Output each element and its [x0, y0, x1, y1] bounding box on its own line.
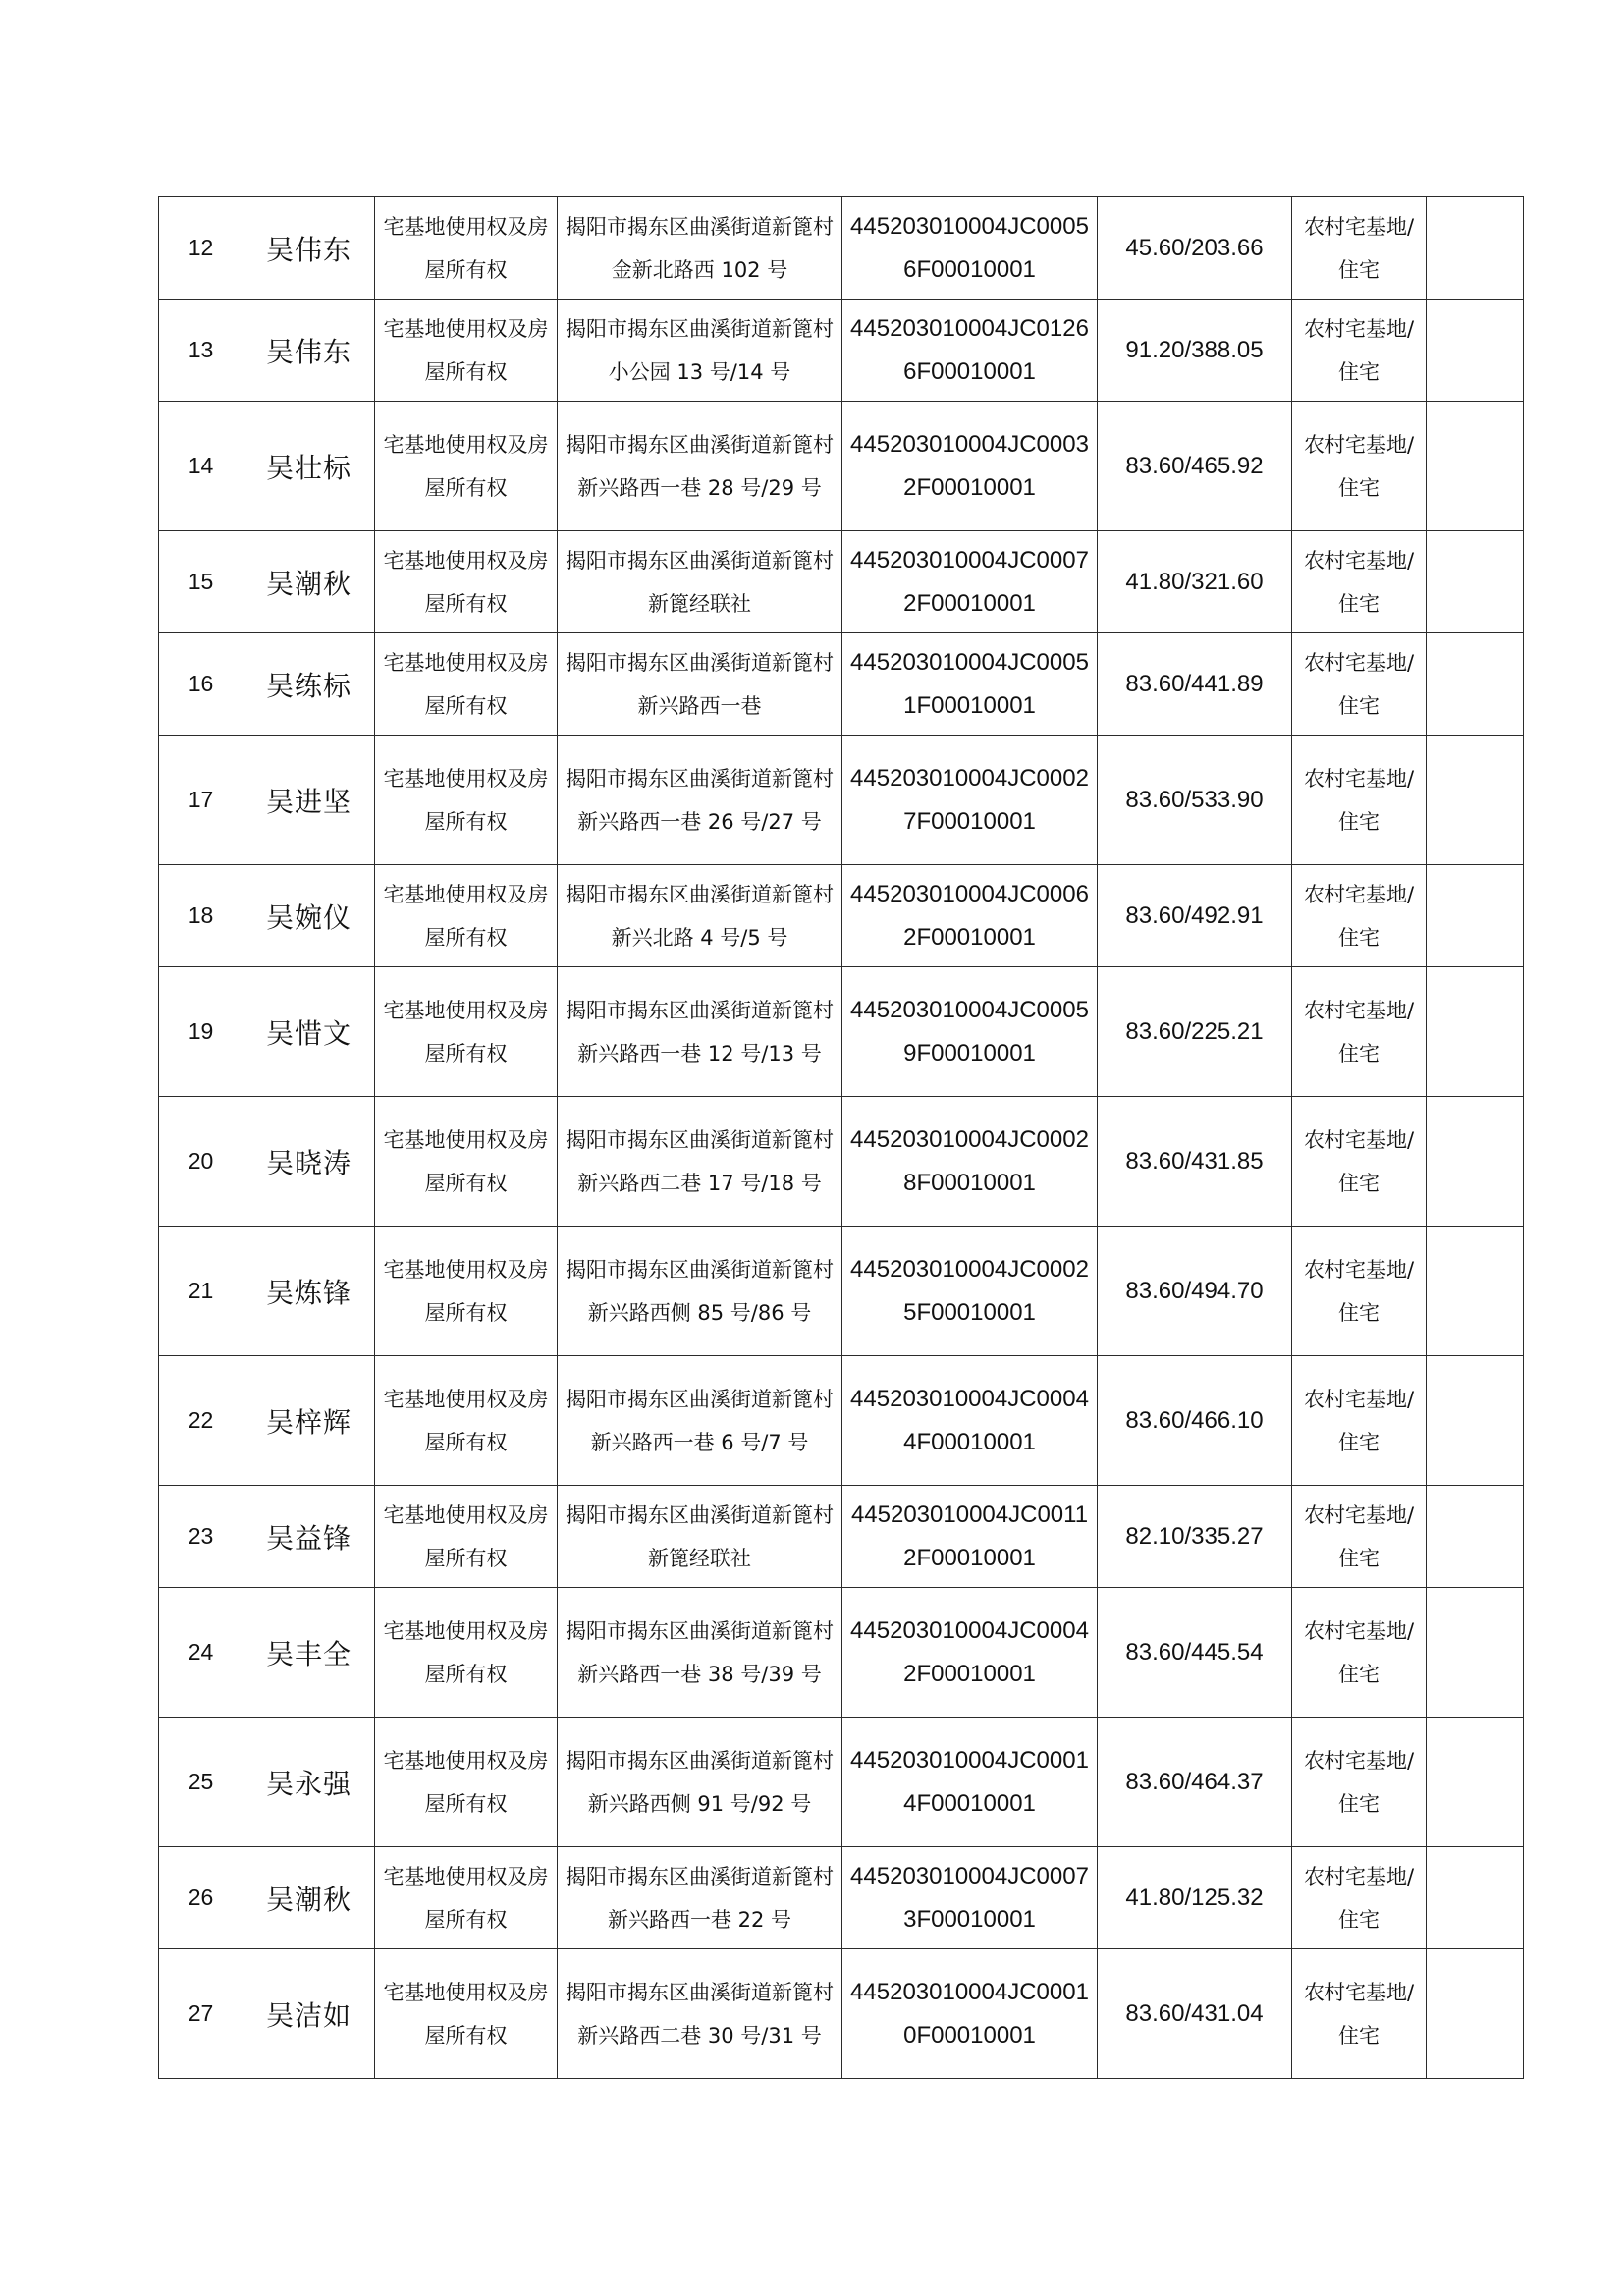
- remarks: [1427, 1227, 1524, 1356]
- owner-name: 吴永强: [243, 1718, 375, 1847]
- owner-name: 吴进坚: [243, 736, 375, 865]
- property-address: 揭阳市揭东区曲溪街道新篦村新兴路西一巷 26 号/27 号: [558, 736, 842, 865]
- remarks: [1427, 531, 1524, 633]
- unit-code: 445203010004JC00028F00010001: [842, 1097, 1098, 1227]
- row-number: 21: [159, 1227, 243, 1356]
- owner-name: 吴梓辉: [243, 1356, 375, 1486]
- area-values: 83.60/431.04: [1098, 1949, 1292, 2079]
- table-row: [159, 1847, 1524, 1949]
- table-body: [159, 197, 1524, 2079]
- unit-code: 445203010004JC00014F00010001: [842, 1718, 1098, 1847]
- property-address: 揭阳市揭东区曲溪街道新篦村新兴路西侧 85 号/86 号: [558, 1227, 842, 1356]
- row-number: 27: [159, 1949, 243, 2079]
- property-address: 揭阳市揭东区曲溪街道新篦村新兴路西二巷 17 号/18 号: [558, 1097, 842, 1227]
- land-use: 农村宅基地/住宅: [1292, 1356, 1427, 1486]
- owner-name: 吴潮秋: [243, 531, 375, 633]
- unit-code: 445203010004JC00073F00010001: [842, 1847, 1098, 1949]
- table-row: [159, 865, 1524, 967]
- row-number: 13: [159, 300, 243, 402]
- unit-code: 445203010004JC00056F00010001: [842, 197, 1098, 300]
- land-use: 农村宅基地/住宅: [1292, 1486, 1427, 1588]
- property-address: 揭阳市揭东区曲溪街道新篦村新兴路西二巷 30 号/31 号: [558, 1949, 842, 2079]
- right-type: 宅基地使用权及房屋所有权: [375, 1227, 558, 1356]
- property-address: 揭阳市揭东区曲溪街道新篦村新篦经联社: [558, 1486, 842, 1588]
- area-values: 83.60/464.37: [1098, 1718, 1292, 1847]
- right-type: 宅基地使用权及房屋所有权: [375, 1097, 558, 1227]
- area-values: 45.60/203.66: [1098, 197, 1292, 300]
- land-use: 农村宅基地/住宅: [1292, 300, 1427, 402]
- owner-name: 吴益锋: [243, 1486, 375, 1588]
- owner-name: 吴潮秋: [243, 1847, 375, 1949]
- table-row: [159, 633, 1524, 736]
- remarks: [1427, 1356, 1524, 1486]
- table-row: [159, 197, 1524, 300]
- unit-code: 445203010004JC00025F00010001: [842, 1227, 1098, 1356]
- remarks: [1427, 1847, 1524, 1949]
- unit-code: 445203010004JC00032F00010001: [842, 402, 1098, 531]
- property-address: 揭阳市揭东区曲溪街道新篦村新兴路西一巷 38 号/39 号: [558, 1588, 842, 1718]
- table-row: [159, 402, 1524, 531]
- right-type: 宅基地使用权及房屋所有权: [375, 1718, 558, 1847]
- land-use: 农村宅基地/住宅: [1292, 736, 1427, 865]
- row-number: 24: [159, 1588, 243, 1718]
- owner-name: 吴伟东: [243, 300, 375, 402]
- unit-code: 445203010004JC00027F00010001: [842, 736, 1098, 865]
- right-type: 宅基地使用权及房屋所有权: [375, 402, 558, 531]
- row-number: 12: [159, 197, 243, 300]
- table-row: [159, 1949, 1524, 2079]
- remarks: [1427, 402, 1524, 531]
- table-row: [159, 1588, 1524, 1718]
- table-row: [159, 1486, 1524, 1588]
- unit-code: 445203010004JC00112F00010001: [842, 1486, 1098, 1588]
- area-values: 82.10/335.27: [1098, 1486, 1292, 1588]
- owner-name: 吴壮标: [243, 402, 375, 531]
- row-number: 15: [159, 531, 243, 633]
- table-row: [159, 1356, 1524, 1486]
- right-type: 宅基地使用权及房屋所有权: [375, 633, 558, 736]
- remarks: [1427, 300, 1524, 402]
- land-use: 农村宅基地/住宅: [1292, 197, 1427, 300]
- table-row: [159, 1097, 1524, 1227]
- right-type: 宅基地使用权及房屋所有权: [375, 300, 558, 402]
- land-use: 农村宅基地/住宅: [1292, 1718, 1427, 1847]
- table-row: [159, 531, 1524, 633]
- table-row: [159, 736, 1524, 865]
- remarks: [1427, 865, 1524, 967]
- property-address: 揭阳市揭东区曲溪街道新篦村新兴北路 4 号/5 号: [558, 865, 842, 967]
- land-use: 农村宅基地/住宅: [1292, 531, 1427, 633]
- table-row: [159, 967, 1524, 1097]
- area-values: 91.20/388.05: [1098, 300, 1292, 402]
- property-address: 揭阳市揭东区曲溪街道新篦村新兴路西一巷: [558, 633, 842, 736]
- right-type: 宅基地使用权及房屋所有权: [375, 531, 558, 633]
- remarks: [1427, 633, 1524, 736]
- remarks: [1427, 1097, 1524, 1227]
- property-address: 揭阳市揭东区曲溪街道新篦村新兴路西一巷 12 号/13 号: [558, 967, 842, 1097]
- area-values: 83.60/445.54: [1098, 1588, 1292, 1718]
- remarks: [1427, 967, 1524, 1097]
- area-values: 83.60/533.90: [1098, 736, 1292, 865]
- unit-code: 445203010004JC00072F00010001: [842, 531, 1098, 633]
- unit-code: 445203010004JC00051F00010001: [842, 633, 1098, 736]
- owner-name: 吴晓涛: [243, 1097, 375, 1227]
- owner-name: 吴丰全: [243, 1588, 375, 1718]
- area-values: 83.60/492.91: [1098, 865, 1292, 967]
- unit-code: 445203010004JC00010F00010001: [842, 1949, 1098, 2079]
- owner-name: 吴洁如: [243, 1949, 375, 2079]
- remarks: [1427, 1718, 1524, 1847]
- right-type: 宅基地使用权及房屋所有权: [375, 865, 558, 967]
- land-use: 农村宅基地/住宅: [1292, 1097, 1427, 1227]
- row-number: 16: [159, 633, 243, 736]
- row-number: 25: [159, 1718, 243, 1847]
- property-address: 揭阳市揭东区曲溪街道新篦村新兴路西一巷 22 号: [558, 1847, 842, 1949]
- remarks: [1427, 736, 1524, 865]
- right-type: 宅基地使用权及房屋所有权: [375, 1949, 558, 2079]
- unit-code: 445203010004JC00059F00010001: [842, 967, 1098, 1097]
- area-values: 83.60/225.21: [1098, 967, 1292, 1097]
- table-row: [159, 1718, 1524, 1847]
- area-values: 83.60/466.10: [1098, 1356, 1292, 1486]
- land-use: 农村宅基地/住宅: [1292, 633, 1427, 736]
- property-address: 揭阳市揭东区曲溪街道新篦村新兴路西一巷 28 号/29 号: [558, 402, 842, 531]
- row-number: 19: [159, 967, 243, 1097]
- land-use: 农村宅基地/住宅: [1292, 1847, 1427, 1949]
- area-values: 83.60/431.85: [1098, 1097, 1292, 1227]
- row-number: 18: [159, 865, 243, 967]
- table-row: [159, 1227, 1524, 1356]
- remarks: [1427, 1949, 1524, 2079]
- land-use: 农村宅基地/住宅: [1292, 865, 1427, 967]
- right-type: 宅基地使用权及房屋所有权: [375, 1847, 558, 1949]
- row-number: 14: [159, 402, 243, 531]
- remarks: [1427, 197, 1524, 300]
- unit-code: 445203010004JC00062F00010001: [842, 865, 1098, 967]
- land-use: 农村宅基地/住宅: [1292, 1949, 1427, 2079]
- unit-code: 445203010004JC00042F00010001: [842, 1588, 1098, 1718]
- row-number: 23: [159, 1486, 243, 1588]
- owner-name: 吴伟东: [243, 197, 375, 300]
- land-use: 农村宅基地/住宅: [1292, 967, 1427, 1097]
- property-address: 揭阳市揭东区曲溪街道新篦村新篦经联社: [558, 531, 842, 633]
- owner-name: 吴练标: [243, 633, 375, 736]
- land-use: 农村宅基地/住宅: [1292, 1588, 1427, 1718]
- area-values: 83.60/441.89: [1098, 633, 1292, 736]
- unit-code: 445203010004JC00044F00010001: [842, 1356, 1098, 1486]
- area-values: 41.80/125.32: [1098, 1847, 1292, 1949]
- property-address: 揭阳市揭东区曲溪街道新篦村新兴路西一巷 6 号/7 号: [558, 1356, 842, 1486]
- right-type: 宅基地使用权及房屋所有权: [375, 197, 558, 300]
- property-address: 揭阳市揭东区曲溪街道新篦村小公园 13 号/14 号: [558, 300, 842, 402]
- right-type: 宅基地使用权及房屋所有权: [375, 967, 558, 1097]
- unit-code: 445203010004JC01266F00010001: [842, 300, 1098, 402]
- remarks: [1427, 1588, 1524, 1718]
- land-use: 农村宅基地/住宅: [1292, 402, 1427, 531]
- right-type: 宅基地使用权及房屋所有权: [375, 736, 558, 865]
- right-type: 宅基地使用权及房屋所有权: [375, 1486, 558, 1588]
- table-row: [159, 300, 1524, 402]
- remarks: [1427, 1486, 1524, 1588]
- area-values: 83.60/465.92: [1098, 402, 1292, 531]
- owner-name: 吴惜文: [243, 967, 375, 1097]
- right-type: 宅基地使用权及房屋所有权: [375, 1356, 558, 1486]
- row-number: 26: [159, 1847, 243, 1949]
- area-values: 83.60/494.70: [1098, 1227, 1292, 1356]
- owner-name: 吴炼锋: [243, 1227, 375, 1356]
- land-use: 农村宅基地/住宅: [1292, 1227, 1427, 1356]
- right-type: 宅基地使用权及房屋所有权: [375, 1588, 558, 1718]
- property-address: 揭阳市揭东区曲溪街道新篦村新兴路西侧 91 号/92 号: [558, 1718, 842, 1847]
- property-address: 揭阳市揭东区曲溪街道新篦村金新北路西 102 号: [558, 197, 842, 300]
- row-number: 17: [159, 736, 243, 865]
- property-registry-table: [158, 196, 1524, 2079]
- area-values: 41.80/321.60: [1098, 531, 1292, 633]
- owner-name: 吴婉仪: [243, 865, 375, 967]
- row-number: 20: [159, 1097, 243, 1227]
- row-number: 22: [159, 1356, 243, 1486]
